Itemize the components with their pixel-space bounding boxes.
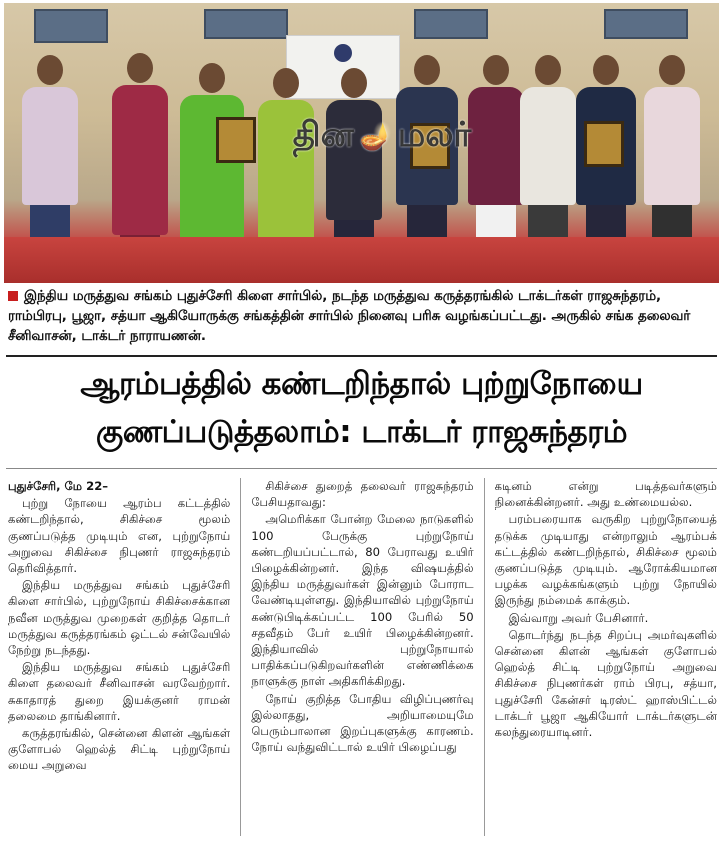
photo-caption	[8, 287, 716, 347]
person	[520, 55, 576, 265]
paragraph: புற்று நோயை ஆரம்ப கட்டத்தில் கண்டறிந்தால், சிகிச்சை மூலம் குணப்படுத்த முடியும் என, புற்றுநோய் அறுவை சிகிச்சை நிபுணர் ராஜசுந்தரம் தெரிவித்தார்.	[8, 496, 231, 576]
paragraph: நோய் குறித்த போதிய விழிப்புணர்வு இல்லாதது, அறியாமையுமே பெரும்பாலான இறப்புகளுக்கு காரணம். நோய் வந்துவிட்டால் உயிர் பிழைப்பது	[251, 691, 474, 755]
person	[326, 68, 382, 265]
article-column-2	[251, 478, 473, 836]
masthead-part-1: தின	[292, 115, 354, 155]
person	[468, 55, 524, 265]
wall-window	[414, 9, 488, 39]
award-plaque	[216, 117, 256, 163]
person	[258, 68, 314, 265]
headline-line-2: குணப்படுத்தலாம்: டாக்டர் ராஜசுந்தரம்	[95, 414, 628, 450]
article-column-3	[495, 478, 717, 836]
divider	[6, 468, 717, 469]
news-photo	[4, 3, 719, 283]
wall-window	[204, 9, 288, 39]
dateline: புதுச்சேரி, மே 22–	[8, 479, 109, 493]
wall-window	[604, 9, 688, 39]
wall-window	[34, 9, 108, 43]
logo-icon	[334, 44, 352, 62]
paragraph: இவ்வாறு அவர் பேசினார்.	[508, 610, 649, 625]
person	[180, 63, 244, 265]
award-plaque	[584, 121, 624, 167]
article-body	[8, 478, 717, 836]
person	[644, 55, 700, 265]
paragraph: பரம்பரையாக வருகிற புற்றுநோயைத் தடுக்க முடியாது என்றாலும் ஆரம்பக் கட்டத்தில் கண்டறிந்தால், சிகிச்சை மூலம் குணப்படுத்த முடியும். ஆரோக்கியமான பழக்க வழக்கங்களும் புற்று நோயில் இருந்து நம்மைக் காக்கும்.	[494, 512, 717, 608]
paragraph: இந்திய மருத்துவ சங்கம் புதுச்சேரி கிளை தலைவர் சீனிவாசன் வரவேற்றார். சுகாதாரத் துறை இயக்குனர் ராமன் தலைமை தாங்கினார்.	[8, 660, 231, 723]
masthead-part-2: மலர்	[397, 115, 472, 155]
caption-text: இந்திய மருத்துவ சங்கம் புதுச்சேரி கிளை சார்பில், நடந்த மருத்துவ கருத்தரங்கில் டாக்டர்கள் ராஜசுந்தரம், ராம்பிரபு, பூஜா, சத்யா ஆகியோருக்கு சங்கத்தின் சார்பில் நினைவு பரிசு வழங்கப்பட்டது. அருகில் சங்க தலைவர் சீனிவாசன், டாக்டர் நாராயணன்.	[8, 289, 691, 344]
caption-bullet-icon	[8, 291, 18, 301]
paragraph: சிகிச்சை துறைத் தலைவர் ராஜசுந்தரம் பேசியதாவது:	[251, 479, 474, 510]
headline-line-1: ஆரம்பத்தில் கண்டறிந்தால் புற்றுநோயை	[80, 366, 643, 402]
stage-floor	[4, 237, 719, 283]
paragraph: இந்திய மருத்துவ சங்கம் புதுச்சேரி கிளை சார்பில், புற்றுநோய் சிகிச்சைக்கான நவீன மருத்துவ முறைகள் குறித்த தொடர் மருத்துவ கருத்தரங்கம் ஒட்டல் சன்வேயில் நேற்று நடந்தது.	[8, 578, 231, 658]
divider	[6, 355, 717, 357]
person	[112, 53, 168, 265]
column-divider	[240, 478, 241, 836]
paragraph: தொடர்ந்து நடந்த சிறப்பு அமர்வுகளில் சென்னை கிளன் ஆங்கள் குளோபல் ஹெல்த் சிட்டி புற்றுநோய் அறுவை சிகிச்சை நிபுணர்கள் ராம் பிரபு, சத்யா, புதுச்சேரி கேன்சர் டிரஸ்ட் ஹாஸ்பிட்டல் டாக்டர் பூஜா ஆகியோர் டாக்டர்களுடன் கலந்துரையாடினர்.	[494, 627, 717, 740]
lamp-icon: 🪔	[359, 122, 392, 152]
column-divider	[484, 478, 485, 836]
article-column-1	[8, 478, 230, 836]
paragraph: கடினம் என்று படித்தவர்களும் நினைக்கின்றனர். அது உண்மையல்ல.	[494, 479, 717, 510]
person	[22, 55, 78, 265]
paragraph: கருத்தரங்கில், சென்னை கிளன் ஆங்கள் குளோபல் ஹெல்த் சிட்டி புற்றுநோய் மைய அறுவை	[8, 726, 231, 773]
paragraph: அமெரிக்கா போன்ற மேலை நாடுகளில் 100 பேருக்கு புற்றுநோய் கண்டறியப்பட்டால், 80 பேராவது உயிர் பிழைக்கின்றனர். இந்த விஷயத்தில் இந்திய மருத்துவர்கள் இன்னும் போராட வேண்டியுள்ளது. இந்தியாவில் புற்றுநோய் கண்டுபிடிக்கப்பட்ட 100 பேரில் 50 சதவீதம் பேர் உயிர் பிழைக்கின்றனர். இந்தியாவில் புற்றுநோயால் பாதிக்கப்படுகிறவர்களின் எண்ணிக்கை நாளுக்கு நாள் அதிகரிக்கிறது.	[251, 512, 474, 689]
masthead-watermark	[266, 115, 498, 159]
